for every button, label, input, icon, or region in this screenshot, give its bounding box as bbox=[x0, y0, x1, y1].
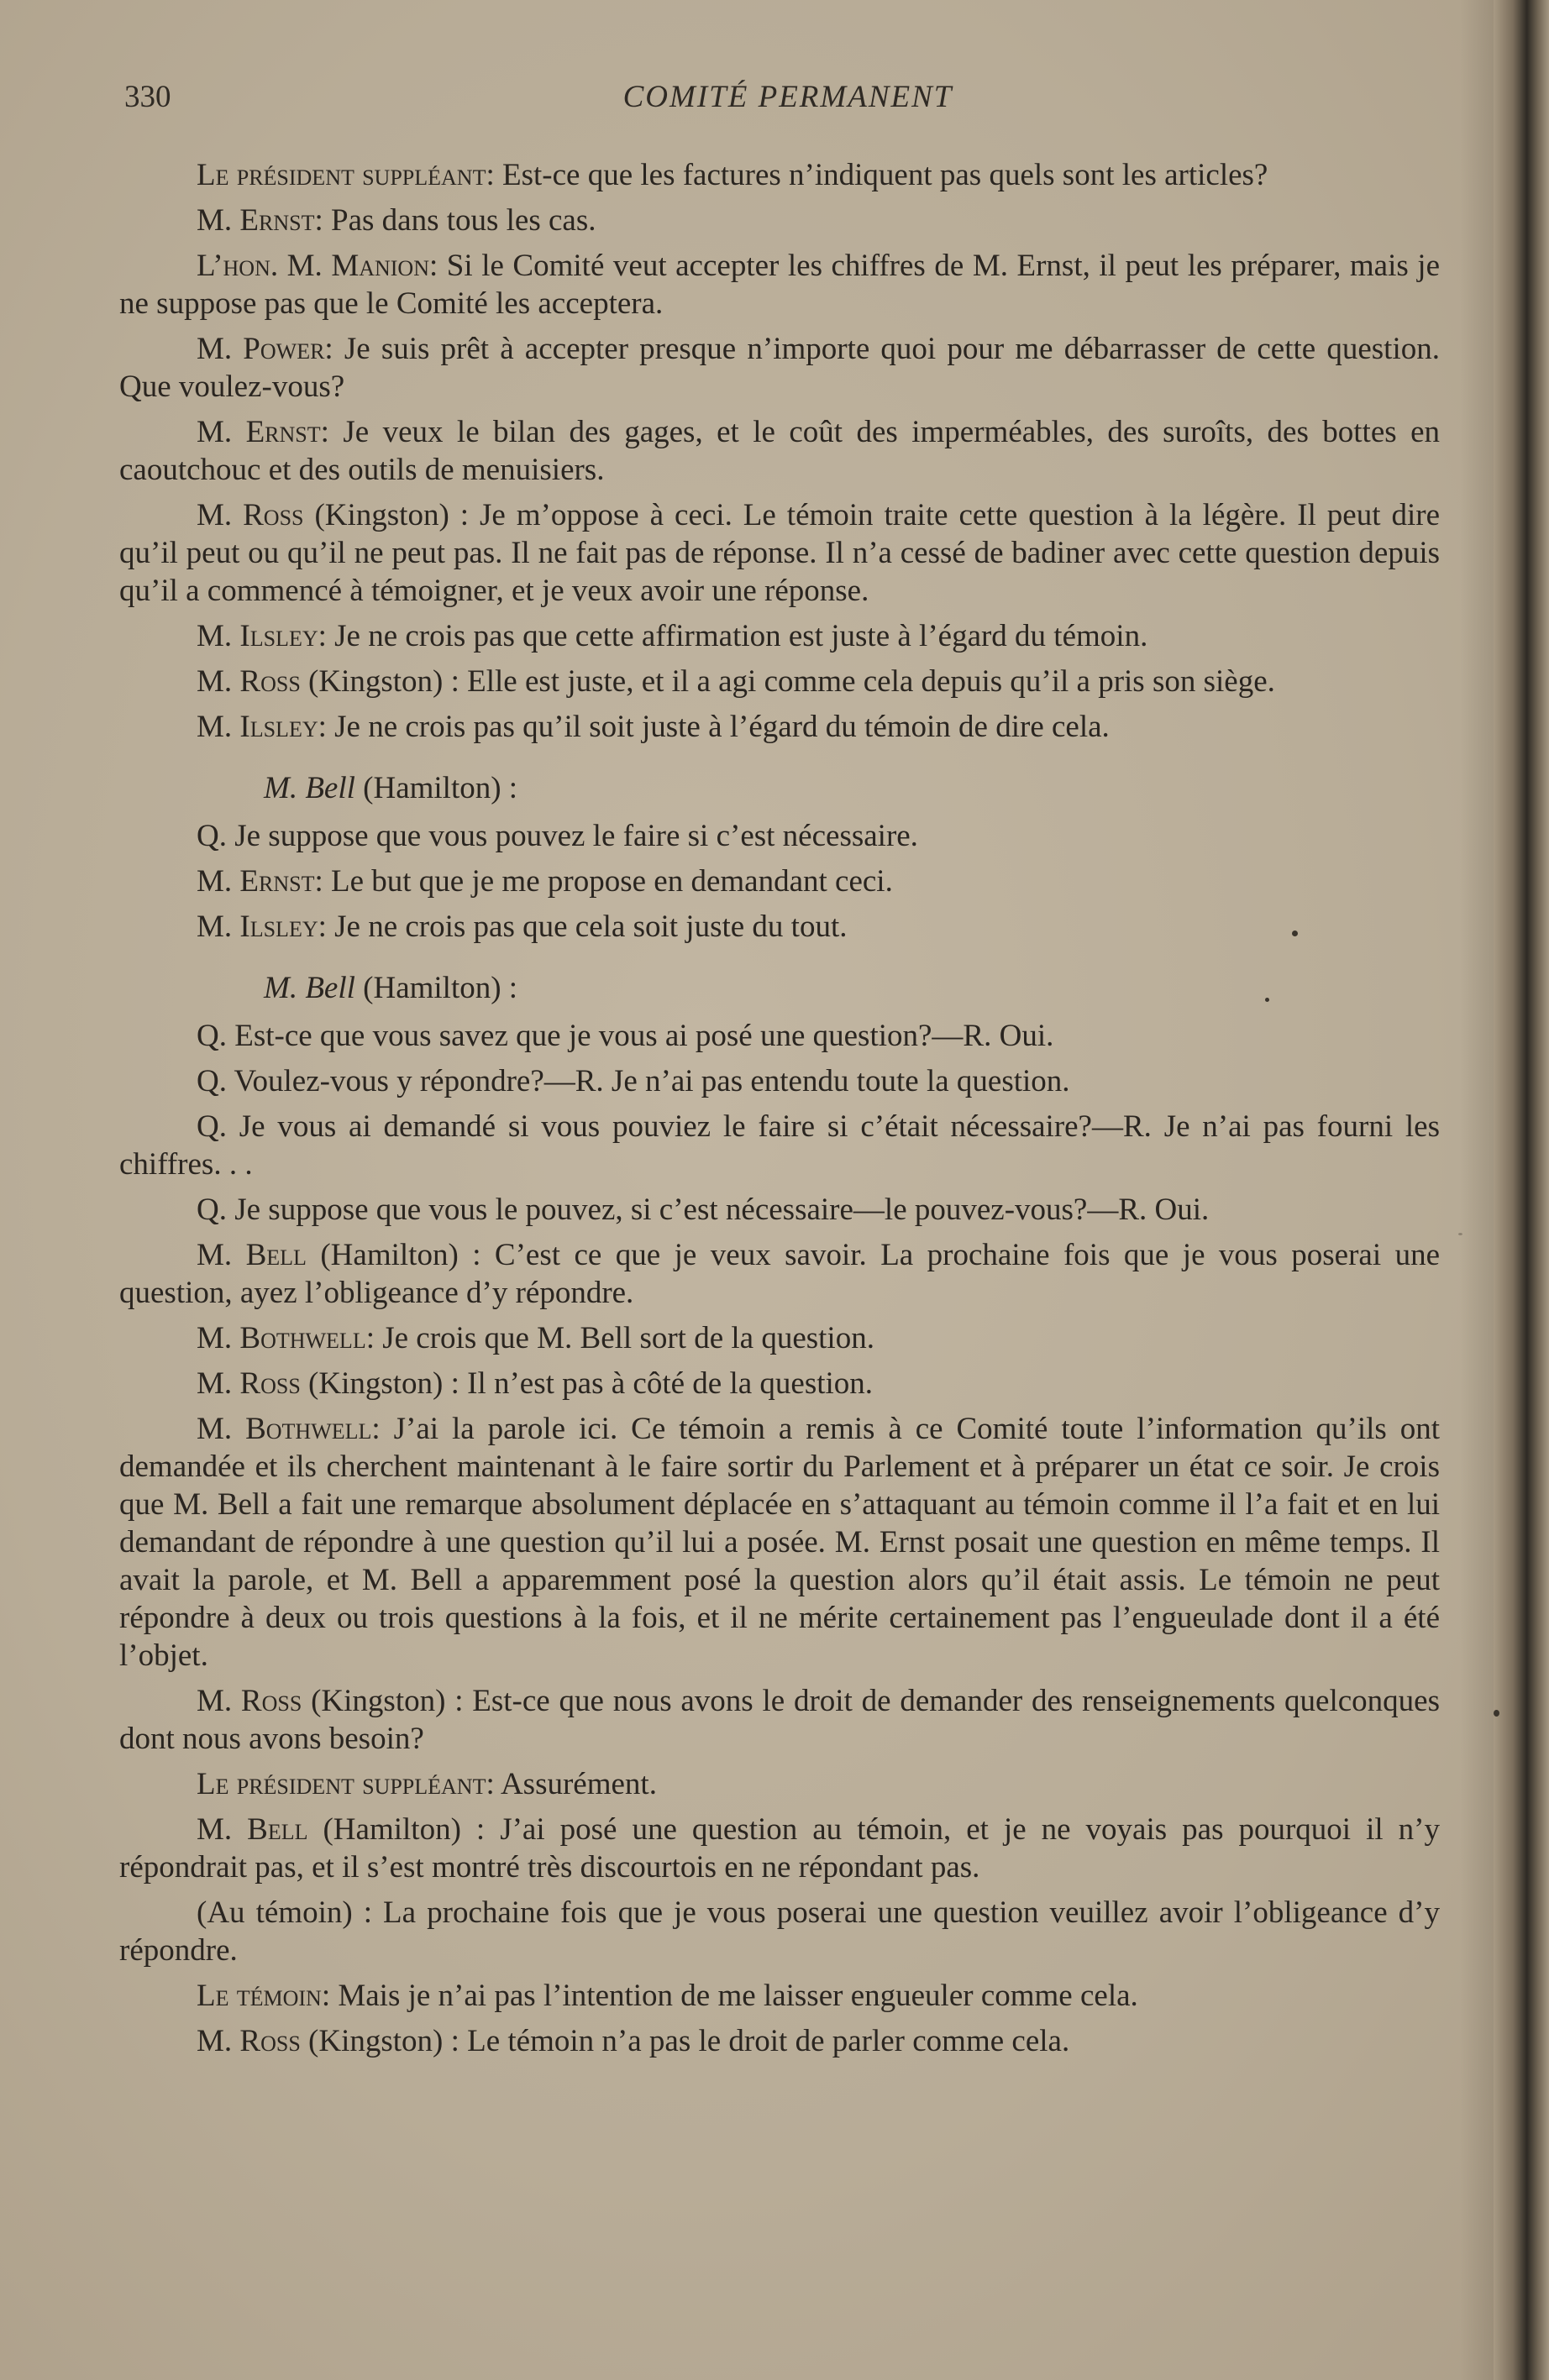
transcript-paragraph bbox=[119, 1765, 1440, 1803]
transcript-block-2 bbox=[119, 817, 1440, 946]
binding-shadow bbox=[1460, 0, 1494, 2380]
book-binding bbox=[1494, 0, 1549, 2380]
transcript-paragraph bbox=[119, 156, 1440, 194]
speech-text: : Mais je n’ai pas l’intention de me laisser engueuler comme cela. bbox=[321, 1979, 1138, 2013]
transcript-paragraph bbox=[119, 1977, 1440, 2015]
speaker-name: M. Ross bbox=[197, 2024, 301, 2058]
transcript-paragraph bbox=[119, 202, 1440, 239]
speech-text: : Je crois que M. Bell sort de la question. bbox=[365, 1321, 874, 1355]
speaker-name: M. Ilsley bbox=[197, 910, 318, 944]
speech-text: : Je ne crois pas qu’il soit juste à l’égard du témoin de dire cela. bbox=[318, 710, 1110, 744]
transcript-paragraph bbox=[119, 413, 1440, 489]
speech-text: : Le but que je me propose en demandant ceci. bbox=[314, 864, 893, 899]
paper-speck bbox=[1494, 1710, 1499, 1717]
transcript-paragraph bbox=[119, 1682, 1440, 1758]
speech-text: : Je veux le bilan des gages, et le coût des imperméables, des suroîts, des bottes en caoutchouc et des outils de menuisiers. bbox=[119, 415, 1440, 487]
transcript-paragraph bbox=[119, 862, 1440, 900]
speaker-name: Le président suppléant bbox=[197, 1767, 486, 1801]
transcript-paragraph bbox=[119, 1236, 1440, 1312]
speech-text: (Kingston) : Elle est juste, et il a agi comme cela depuis qu’il a pris son siège. bbox=[300, 664, 1275, 699]
examiner-name: M. Bell bbox=[264, 971, 355, 1005]
examiner-name: M. Bell bbox=[264, 771, 355, 805]
paper-speck bbox=[1458, 1233, 1462, 1235]
transcript-paragraph bbox=[119, 663, 1440, 700]
speech-text: (Kingston) : Le témoin n’a pas le droit de parler comme cela. bbox=[300, 2024, 1070, 2058]
speaker-name: M. Ernst bbox=[197, 864, 315, 899]
page-number: 330 bbox=[124, 80, 171, 114]
speaker-name: M. Bothwell bbox=[197, 1321, 366, 1355]
speaker-name: M. Ilsley bbox=[197, 619, 318, 653]
speech-text: Q. Je suppose que vous le pouvez, si c’est nécessaire—le pouvez-vous?—R. Oui. bbox=[197, 1193, 1210, 1227]
transcript-paragraph bbox=[119, 1062, 1440, 1100]
speaker-name: Le témoin bbox=[197, 1979, 322, 2013]
running-title: COMITÉ PERMANENT bbox=[622, 80, 953, 114]
speech-text: (Hamilton) : J’ai posé une question au témoin, et je ne voyais pas pourquoi il n’y répondrait pas, et il s’est montré très discourtois en ne répondant pas. bbox=[119, 1812, 1440, 1885]
transcript-paragraph bbox=[119, 330, 1440, 406]
transcript-paragraph bbox=[119, 817, 1440, 855]
examiner-suffix: (Hamilton) : bbox=[354, 771, 518, 805]
transcript-paragraph bbox=[119, 617, 1440, 655]
transcript-paragraph bbox=[119, 1319, 1440, 1357]
speaker-name: M. Ross bbox=[197, 1366, 301, 1401]
speaker-name: M. Ilsley bbox=[197, 710, 318, 744]
speaker-name: M. Ross bbox=[197, 498, 304, 532]
transcript-paragraph bbox=[119, 708, 1440, 746]
examiner-heading-2 bbox=[119, 969, 1440, 1007]
speaker-name: M. Bell bbox=[197, 1238, 307, 1272]
transcript-paragraph bbox=[119, 1365, 1440, 1402]
speech-text: (Hamilton) : C’est ce que je veux savoir. La prochaine fois que je vous poserai une question, ayez l’obligeance d’y répondre. bbox=[119, 1238, 1440, 1310]
paper-speck bbox=[1265, 998, 1269, 1002]
speaker-name: M. Ross bbox=[197, 664, 301, 699]
paper-speck bbox=[1292, 931, 1298, 936]
transcript-paragraph bbox=[119, 247, 1440, 322]
transcript-paragraph bbox=[119, 2022, 1440, 2060]
speech-text: : Je ne crois pas que cela soit juste du tout. bbox=[318, 910, 848, 944]
speech-text: : Pas dans tous les cas. bbox=[314, 203, 596, 238]
speaker-name: M. Power bbox=[197, 332, 325, 366]
speech-text: : Est-ce que les factures n’indiquent pas quels sont les articles? bbox=[486, 158, 1268, 192]
speech-text: (Au témoin) : La prochaine fois que je vous poserai une question veuillez avoir l’obligeance d’y répondre. bbox=[119, 1895, 1440, 1968]
transcript-paragraph bbox=[119, 1410, 1440, 1675]
speaker-name: M. Bothwell bbox=[197, 1412, 372, 1446]
examiner-suffix: (Hamilton) : bbox=[354, 971, 518, 1005]
transcript-paragraph bbox=[119, 1017, 1440, 1055]
speaker-name: M. Bell bbox=[197, 1812, 308, 1847]
transcript-paragraph bbox=[119, 1811, 1440, 1886]
speech-text: (Kingston) : Je m’oppose à ceci. Le témoin traite cette question à la légère. Il peut dire qu’il peut ou qu’il ne peut pas. Il ne fait pas de réponse. Il n’a cessé de badiner avec cette question depuis qu’il a commencé à témoigner, et je veux avoir une réponse. bbox=[119, 498, 1440, 608]
speech-text: : Je suis prêt à accepter presque n’importe quoi pour me débarrasser de cette question. Que voulez-vous? bbox=[119, 332, 1440, 404]
transcript-block-3 bbox=[119, 1017, 1440, 2060]
transcript-paragraph bbox=[119, 908, 1440, 946]
speech-text: : Assurément. bbox=[486, 1767, 657, 1801]
speaker-name: M. Ernst bbox=[197, 203, 315, 238]
transcript-paragraph bbox=[119, 1894, 1440, 1969]
examiner-heading-1 bbox=[119, 769, 1440, 807]
speech-text: Q. Voulez-vous y répondre?—R. Je n’ai pas entendu toute la question. bbox=[197, 1064, 1070, 1098]
transcript-paragraph bbox=[119, 1191, 1440, 1229]
speech-text: Q. Je suppose que vous pouvez le faire si c’est nécessaire. bbox=[197, 819, 918, 853]
speaker-name: L’hon. M. Manion bbox=[197, 249, 429, 283]
speech-text: : Si le Comité veut accepter les chiffres de M. Ernst, il peut les préparer, mais je ne suppose pas que le Comité les acceptera. bbox=[119, 249, 1440, 321]
transcript-body bbox=[119, 156, 1440, 2068]
transcript-paragraph bbox=[119, 496, 1440, 610]
speaker-name: M. Ernst bbox=[197, 415, 321, 449]
speech-text: : Je ne crois pas que cette affirmation est juste à l’égard du témoin. bbox=[318, 619, 1148, 653]
speech-text: : J’ai la parole ici. Ce témoin a remis à ce Comité toute l’information qu’ils ont demandée et ils cherchent maintenant à le faire sortir du Parlement et à préparer un état ce soir. Je crois que M. Bell a fait une remarque absolument déplacée en s’attaquant au témoin comme il l’a fait et en lui demandant de répondre à une question qu’il lui a posée. M. Ernst posait une question en même temps. Il avait la parole, et M. Bell a apparemment posé la question alors qu’il était assis. Le témoin ne peut répondre à deux ou trois questions à la fois, et il ne mérite certainement pas l’engueulade dont il a été l’objet. bbox=[119, 1412, 1440, 1673]
speaker-name: M. Ross bbox=[197, 1684, 302, 1718]
transcript-paragraph bbox=[119, 1108, 1440, 1183]
transcript-block-1 bbox=[119, 156, 1440, 746]
speech-text: (Kingston) : Il n’est pas à côté de la question. bbox=[300, 1366, 874, 1401]
speech-text: Q. Je vous ai demandé si vous pouviez le faire si c’était nécessaire?—R. Je n’ai pas fourni les chiffres. . . bbox=[119, 1109, 1440, 1182]
speech-text: (Kingston) : Est-ce que nous avons le droit de demander des renseignements quelconques dont nous avons besoin? bbox=[119, 1684, 1440, 1756]
speech-text: Q. Est-ce que vous savez que je vous ai posé une question?—R. Oui. bbox=[197, 1019, 1054, 1053]
speaker-name: Le président suppléant bbox=[197, 158, 486, 192]
page-header bbox=[124, 79, 1452, 121]
